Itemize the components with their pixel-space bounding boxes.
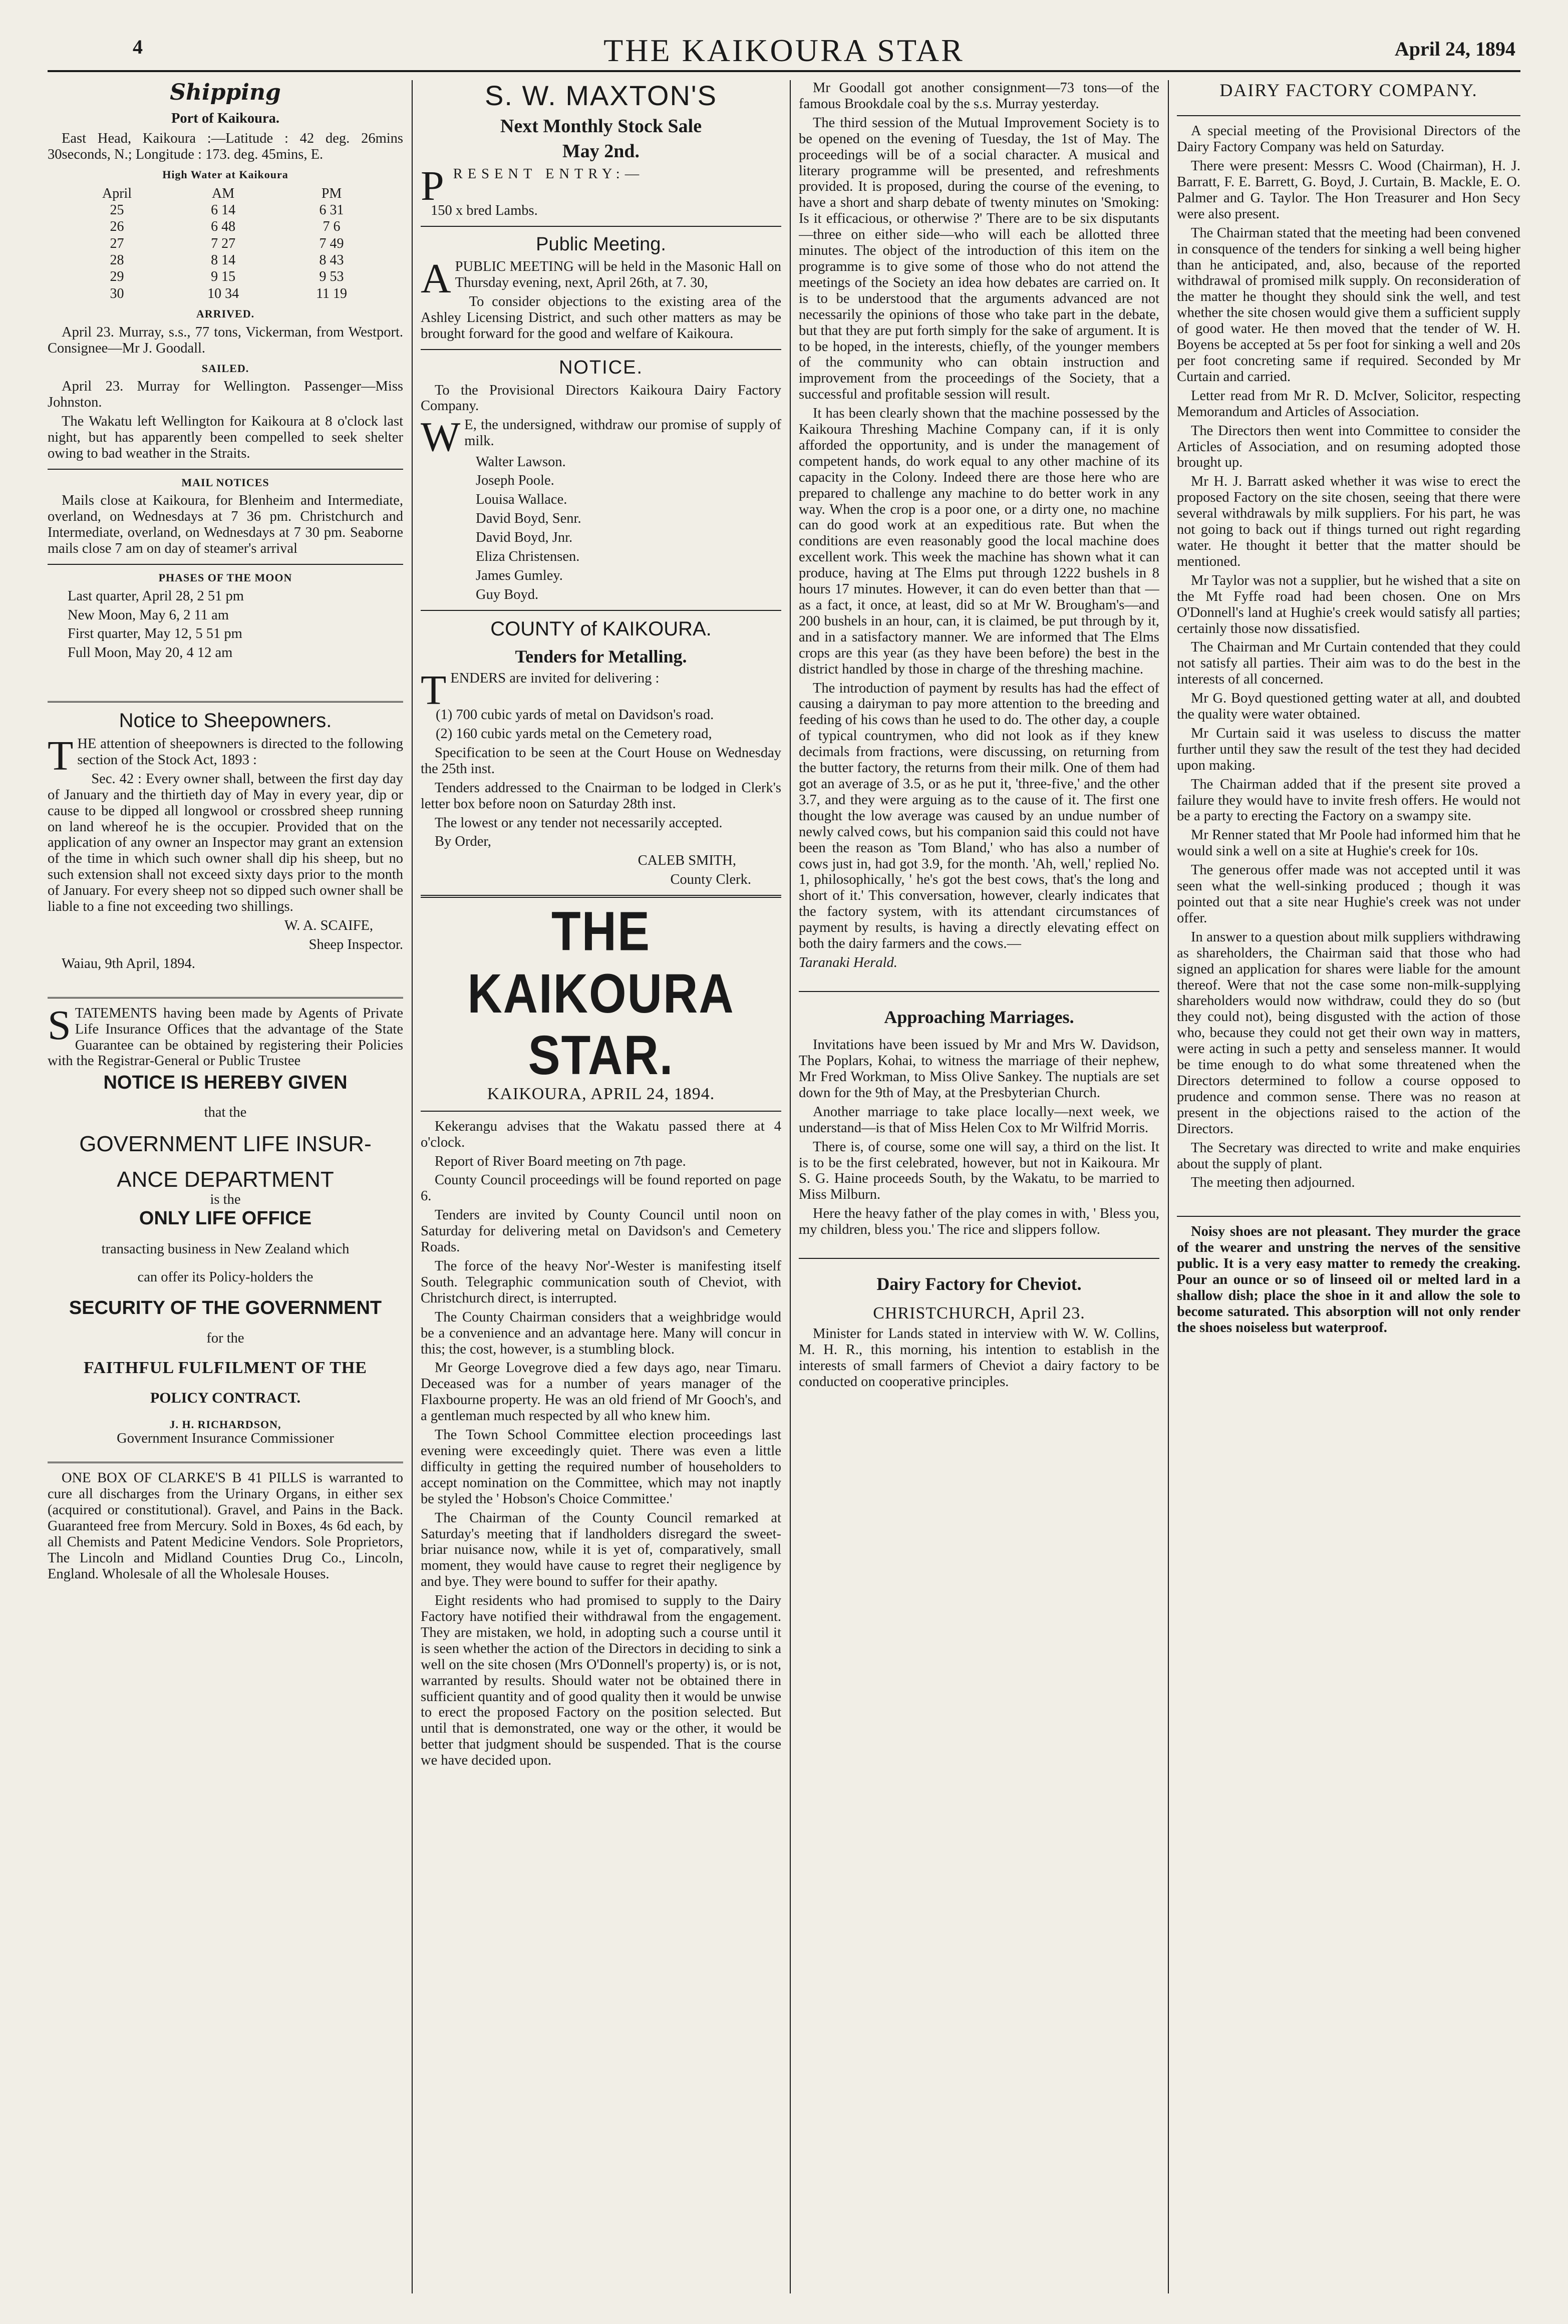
meeting-title: Public Meeting.: [536, 233, 666, 255]
maxton-item: 150 x bred Lambs.: [431, 203, 538, 218]
marriages-item: Invitations have been issued by Mr and Mrs W. Davidson, The Poplars, Kohai, to witness the marriage of their nephew, Mr Fred Workman, to Miss Olive Sankey. The nuptials are set down for the 9th of May, at the Presbyterian Church.: [799, 1037, 1159, 1101]
notice-to: To the Provisional Directors Kaikoura Dairy Factory Company.: [421, 382, 781, 414]
source-credit: Taranaki Herald.: [799, 954, 897, 970]
drop-cap: W: [421, 414, 461, 461]
maxton-subtitle: Next Monthly Stock Sale: [500, 115, 702, 137]
dairy-paragraph: Mr H. J. Barratt asked whether it was wise to erect the proposed Factory on the site chosen, seeing that there were several withdrawals by milk suppliers. For his part, he was not going to back out if things turned out right regarding water. He thought it better that the matter should be mentioned.: [1177, 474, 1520, 569]
moon-item: Full Moon, May 20, 4 12 am: [68, 645, 233, 661]
news-item: The force of the heavy Nor'-Wester is manifesting itself South. Telegraphic communication south of Cheviot, with Christchurch direct, is interrupted.: [421, 1258, 781, 1306]
shipping-heading: Shipping: [170, 80, 281, 105]
signatory: Eliza Christensen.: [476, 549, 580, 565]
tide-row: [66, 235, 386, 252]
tide-cell: 6 14: [211, 202, 236, 218]
signatory: Louisa Wallace.: [476, 492, 567, 508]
tide-cell: 28: [110, 252, 124, 268]
life-line: NOTICE IS HEREBY GIVEN: [103, 1072, 348, 1094]
column-4: [1177, 80, 1520, 2293]
tenders-lodge: Tenders addressed to the Cnairman to be lodged in Clerk's letter box before noon on Saturday 28th inst.: [421, 780, 781, 812]
county-title: COUNTY of KAIKOURA.: [490, 617, 712, 640]
arrived-text: April 23. Murray, s.s., 77 tons, Vickerman, from Westport. Consignee—Mr J. Goodall.: [48, 324, 403, 356]
maxton-entry: RESENT ENTRY:—: [453, 166, 645, 182]
columns: [48, 80, 1520, 2293]
tide-header-cell: PM: [321, 185, 342, 201]
tender-item: (2) 160 cubic yards metal on the Cemetery road,: [436, 726, 712, 742]
moon-item: New Moon, May 6, 2 11 am: [68, 607, 229, 623]
moon-item: First quarter, May 12, 5 51 pm: [68, 626, 242, 642]
life-role: Government Insurance Commissioner: [117, 1431, 334, 1447]
newspaper-title: THE KAIKOURA STAR: [603, 33, 965, 68]
moon-item: Last quarter, April 28, 2 51 pm: [68, 588, 244, 604]
signatory: James Gumley.: [476, 567, 563, 583]
life-line: SECURITY OF THE GOVERNMENT: [69, 1297, 382, 1318]
tide-row: [66, 268, 386, 285]
divider: [421, 1111, 781, 1112]
tenders-spec: Specification to be seen at the Court House on Wednesday the 25th inst.: [421, 745, 781, 777]
life-line: can offer its Policy-holders the: [137, 1269, 313, 1285]
meeting-text-2: To consider objections to the existing area of the Ashley Licensing District, and such other matters as may be brought forward for the good and welfare of Kaikoura.: [421, 294, 781, 342]
drop-cap: T: [421, 667, 447, 714]
life-line: is the: [210, 1192, 241, 1208]
life-line: that the: [204, 1104, 247, 1120]
drop-cap: S: [48, 1002, 71, 1049]
signatory: Guy Boyd.: [476, 586, 539, 602]
tide-row: [66, 202, 386, 218]
tide-cell: 11 19: [316, 285, 348, 301]
tide-cell: 8 43: [319, 252, 344, 268]
signatory: David Boyd, Senr.: [476, 511, 581, 527]
tide-table: [66, 185, 386, 302]
tide-cell: 7 49: [319, 235, 344, 251]
sheep-notice-section: Sec. 42 : Every owner shall, between the first day day of January and the thirtieth day of May in every year, dip or cause to be dipped all longwool or crossbred sheep running on land whereof he is the occupier. Provided that on the application of any owner an Inspector may grant an extension of the time in which such owner shall dip his sheep, but no such extension shall not exceed sixty days prior to the month of January. For every sheep not so dipped such owner shall be liable to a fine not exceeding two shillings.: [48, 771, 403, 915]
signatory: Joseph Poole.: [476, 473, 554, 489]
wakatu-text: The Wakatu left Wellington for Kaikoura at 8 o'clock last night, but has apparently been compelled to seek shelter owing to bad weather in the Straits.: [48, 414, 403, 461]
drop-cap: P: [421, 162, 449, 209]
dairy-paragraph: Mr Renner stated that Mr Poole had informed him that he would sink a well on a site at Hughie's creek for 10s.: [1177, 827, 1520, 859]
life-line: FAITHFUL FULFILMENT OF THE: [84, 1359, 367, 1378]
masthead: [48, 30, 1520, 72]
tide-cell: 7 27: [211, 235, 236, 251]
divider: [799, 1258, 1159, 1259]
tenders-by-order: By Order,: [435, 834, 491, 850]
drop-cap: T: [48, 733, 74, 780]
divider: [48, 997, 403, 999]
marriages-title: Approaching Marriages.: [884, 1007, 1074, 1027]
dairy-paragraph: The Secretary was directed to write and make enquiries about the supply of plant.: [1177, 1140, 1520, 1172]
maxton-title: S. W. MAXTON'S: [485, 80, 717, 111]
noisy-shoes-text: Noisy shoes are not pleasant. They murder the grace of the wearer and unstring the nerves of the sensitive public. It is a very easy matter to remedy the creaking. Pour an ounce or so of linseed oil or melted lard in a shallow dish; place the shoe in it and allow the sole to become saturated. This absorption will not only render the shoes noiseless but waterproof.: [1177, 1224, 1520, 1336]
news-item: The County Chairman considers that a weighbridge would be a convenience and an advantage here. Many will concur in this; the cost, however, is a stumbling block.: [421, 1309, 781, 1357]
dairy-paragraph: The Chairman and Mr Curtain contended that they could not satisfy all parties. Their aim was to do the best in the interests of all concerned.: [1177, 639, 1520, 688]
news-item: Tenders are invited by County Council until noon on Saturday for delivering metal on Davidson's and Cemetery Roads.: [421, 1207, 781, 1255]
divider: [799, 991, 1159, 992]
dairy-paragraph: In answer to a question about milk suppliers withdrawing as shareholders, the Chairman said that those who had signed an application for shares were liable for the amount thereof. Were that not the case some non-milk-supplying shareholders would now withdraw, could they do so (but they could not), being disgusted with the action of those who, because they could not get their own way in matters, were acting in such a petty and senseless manner. It would be time enough to do what some threatened when the Directors determined to follow a course opposed to prudence and common sense. There was no reason at present in the objections raised to the action of the Directors.: [1177, 929, 1520, 1137]
page-number: 4: [133, 36, 143, 58]
news-item: The Chairman of the County Council remarked at Saturday's meeting that if landholders disregard the sweet-briar nuisance now, while it is yet of, comparatively, small moment, they would have cause to regret their negligence by and bye. They were bound to suffer for their apathy.: [421, 1510, 781, 1590]
life-line: transacting business in New Zealand which: [101, 1241, 350, 1257]
tenders-role: County Clerk.: [670, 872, 751, 888]
tide-heading: High Water at Kaikoura: [162, 168, 288, 181]
port-position: East Head, Kaikoura :—Latitude : 42 deg. 26mins 30seconds, N.; Longitude : 173. deg. 45mins, E.: [48, 131, 403, 163]
divider: [421, 349, 781, 350]
column-rule: [412, 80, 413, 2293]
divider: [421, 610, 781, 611]
divider: [1177, 1216, 1520, 1217]
sheep-date: Waiau, 9th April, 1894.: [62, 955, 195, 971]
arrived-heading: ARRIVED.: [196, 307, 255, 320]
mail-heading: MAIL NOTICES: [181, 476, 269, 489]
tide-row: [66, 252, 386, 268]
news-item: Kekerangu advises that the Wakatu passed there at 4 o'clock.: [421, 1118, 781, 1150]
cheviot-text: Minister for Lands stated in interview with W. W. Collins, M. H. R., this morning, his intention to establish in the interests of small farmers of Cheviot a dairy factory to be conducted on cooperative principles.: [799, 1326, 1159, 1390]
news-item: Mr Goodall got another consignment—73 tons—of the famous Brookdale coal by the s.s. Murray yesterday.: [799, 80, 1159, 112]
column-rule: [1168, 80, 1169, 2293]
editorial-banner: THE KAIKOURA STAR.: [467, 900, 735, 1087]
news-item: The Town School Committee election proceedings last evening were exceedingly quiet. There was even a little difficulty in getting the required number of householders to accept nomination on the Committee, which may not inaptly be styled the ' Hobson's Choice Committee.': [421, 1427, 781, 1507]
sheep-notice-title: Notice to Sheepowners.: [119, 710, 332, 732]
tide-cell: 26: [110, 219, 124, 235]
column-3: [799, 80, 1159, 2293]
dairy-paragraph: The Chairman added that if the present site proved a failure they would have to invite fresh offers. He would not be a party to erecting the Factory on a swampy site.: [1177, 776, 1520, 824]
tenders-title: Tenders for Metalling.: [515, 646, 687, 667]
marriages-item: Another marriage to take place locally—next week, we understand—is that of Miss Helen Cox to Mr Wilfrid Morris.: [799, 1104, 1159, 1136]
drop-cap: A: [421, 255, 451, 302]
news-item: It has been clearly shown that the machine possessed by the Kaikoura Threshing Machine Company can, if it is only afforded the opportunity, and is under the management of competent hands, do work equal to any other machine of its capacity in the Colony. Indeed there are those here who are prepared to challenge any machine to do better work in any way. When the crop is a poor one, or a dirty one, no machine can do good work at an expeditious rate. But when the conditions are even reasonably good the local machine does excellent work. This week the machine has shown what it can produce, having at The Elms put through 1222 bushels in 8 hours 17 minutes. However, it can do even better than that —as a fact, it once, at least, did so at Mr W. Brougham's—and 200 bushels in an hour, can, it is claimed, be put through by it, and in a satisfactory manner. We are informed that The Elms crops are this year (as they have been before) the best in the district handled by those in charge of the threshing machine.: [799, 406, 1159, 677]
meeting-text: PUBLIC MEETING will be held in the Masonic Hall on Thursday evening, next, April 26th, at 7. 30,: [455, 259, 781, 291]
sailed-text: April 23. Murray for Wellington. Passenger—Miss Johnston.: [48, 379, 403, 411]
sheep-role: Sheep Inspector.: [308, 936, 403, 952]
notice-text: E, the undersigned, withdraw our promise of supply of milk.: [464, 417, 781, 449]
news-item: Mr George Lovegrove died a few days ago, near Timaru. Deceased was for a number of years manager of the Flaxbourne property. He was an old friend of Mr Gooch's, and a gentleman much respected by all who knew him.: [421, 1360, 781, 1424]
tenders-intro: ENDERS are invited for delivering :: [450, 670, 660, 686]
divider: [1177, 115, 1520, 116]
tide-header-cell: AM: [212, 185, 235, 201]
moon-heading: PHASES OF THE MOON: [158, 571, 292, 584]
dairy-paragraph: The meeting then adjourned.: [1191, 1175, 1355, 1191]
clarke-pills-ad: ONE BOX OF CLARKE'S B 41 PILLS is warranted to cure all discharges from the Urinary Organs, in either sex (acquired or constitutional). Gravel, and Pains in the Back. Guaranteed free from Mercury. Sold in Boxes, 4s 6d each, by all Chemists and Patent Medicine Vendors. Sole Proprietors, The Lincoln and Midland Counties Drug Co., Lincoln, England. Wholesale of all the Wholesale Houses.: [48, 1470, 403, 1582]
life-line: ONLY LIFE OFFICE: [139, 1208, 312, 1229]
dairy-paragraph: The Chairman stated that the meeting had been convened in consquence of the tenders for sinking a well being higher than he anticipated, and, also, because of the reported withdrawal of promised milk supply. On reconsideration of the matter he thought they should sink the well, and test whether the site chosen would give them a sufficient supply of good water. He then moved that the tender of W. H. Boyens be accepted at 5s per foot for sinking a well and 20s per foot concreting same if required. Seconded by Mr Curtain and carried.: [1177, 225, 1520, 385]
column-rule: [790, 80, 791, 2293]
divider: [421, 895, 781, 898]
tide-row: [66, 285, 386, 302]
divider: [48, 701, 403, 703]
dairy-paragraph: Mr Taylor was not a supplier, but he wished that a site on the Mt Fyffe road had been chosen. One on Mrs O'Donnell's land at Hughie's creek would satisfy all parties; certainly those now dissatisfied.: [1177, 572, 1520, 636]
marriages-item: There is, of course, some one will say, a third on the list. It is to be the first celebrated, however, but not in Kaikoura. Mr S. G. Haine proceeds South, by the Wakatu, to be married to Miss Milburn.: [799, 1139, 1159, 1203]
tenders-lowest: The lowest or any tender not necessarily accepted.: [435, 815, 723, 831]
signatory: Walter Lawson.: [476, 454, 566, 470]
divider: [48, 564, 403, 565]
tide-cell: 30: [110, 285, 124, 301]
life-signature: J. H. RICHARDSON,: [169, 1418, 281, 1431]
tide-cell: 29: [110, 269, 124, 285]
mail-text: Mails close at Kaikoura, for Blenheim and Intermediate, overland, on Wednesdays at 7 36 pm. Christchurch and Intermediate, overland, on Wednesdays at 7 30 pm. Seaborne mails close 7 am on day of steamer's arrival: [48, 493, 403, 557]
tender-item: (1) 700 cubic yards of metal on Davidson's road.: [436, 707, 714, 723]
news-item: County Council proceedings will be found reported on page 6.: [421, 1172, 781, 1204]
dairy-paragraph: There were present: Messrs C. Wood (Chairman), H. J. Barratt, F. E. Barrett, G. Boyd, J. Curtain, B. Mackle, E. O. Palmer and G. Taylor. The Hon Treasurer and Hon Secy were also present.: [1177, 158, 1520, 222]
maxton-date: May 2nd.: [562, 141, 640, 162]
cheviot-dateline: CHRISTCHURCH, April 23.: [873, 1304, 1085, 1323]
divider: [48, 469, 403, 470]
tide-cell: 6 31: [319, 202, 344, 218]
tide-header-cell: April: [102, 185, 132, 201]
dairy-paragraph: Mr Curtain said it was useless to discuss the matter further until they saw the result of the test they had decided upon making.: [1177, 725, 1520, 773]
tide-cell: 8 14: [211, 252, 236, 268]
editorial-dateline: KAIKOURA, APRIL 24, 1894.: [487, 1084, 715, 1103]
tide-cell: 9 53: [319, 269, 344, 285]
column-2: [421, 80, 781, 2293]
divider: [421, 226, 781, 227]
life-line: for the: [206, 1331, 244, 1347]
notice-title: NOTICE.: [558, 357, 644, 378]
sheep-notice-intro: HE attention of sheepowners is directed to the following section of the Stock Act, 1893 :: [77, 736, 403, 768]
news-item: Eight residents who had promised to supply to the Dairy Factory have notified their withdrawal from the engagement. They are mistaken, we hold, in adopting such a course until it is seen whether the action of the Directors in deciding to sink a well on the site chosen (Mrs O'Donnell's property) is, or is not, warranted by results. Should water not be obtained there in sufficient quantity and of good quality then it would be unwise to erect the proposed Factory on the position selected. But until that is demonstrated, one way or the other, it would be better that judgment should be suspended. That is the course we have decided upon.: [421, 1593, 781, 1769]
dairy-company-title: DAIRY FACTORY COMPANY.: [1219, 80, 1478, 100]
news-item: The third session of the Mutual Improvement Society is to be opened on the evening of Tuesday, the 1st of May. The proceedings will be of a social character. A musical and literary programme will be presented, and refreshments provided. It is proposed, during the course of the evening, to have a short and sharp debate of twenty minutes on 'Smoking: Is it efficacious, or otherwise ?' There are to be six disputants—three on either side—who will each be allotted three minutes. The object of the introduction of this item on the programme is to give some of those who do not attend the meetings of the Society an idea how debates are carried on. It is to be understood that the arguments advanced are not necessarily the opinions of those who take part in the debate, but that they are put forth simply for the sake of argument. It is to be hoped, in the interests, chiefly, of the younger members of the community who can obtain instruction and improvement from the proceedings of the Society, that a successful and profitable session will result.: [799, 115, 1159, 403]
tide-cell: 27: [110, 235, 124, 251]
tide-cell: 9 15: [211, 269, 236, 285]
marriages-item: Here the heavy father of the play comes in with, ' Bless you, my children, bless you.' The rice and slippers follow.: [799, 1206, 1159, 1238]
issue-date: April 24, 1894: [1394, 38, 1515, 60]
news-item: The introduction of payment by results has had the effect of causing a dairyman to pay more attention to the breeding and feeding of his cows than he used to do. The other day, a couple of typical countrymen, who did not look as if they knew decimals from fractions, were discussing, on returning from the butter factory, the returns from their milk. One of them had got an average of 3.5, or as he put it, 'three-five,' and the other 3.7, and they were arguing as to the cause of it. The first one thought the low average was caused by an undue number of newly calved cows, but his companion said this could not have been the reason as 'Tom Bland,' who has also a number of cows just in, had got 3.9, for the month. 'Ah, well,' replied No. 1, philosophically, ' he's got the best cows, that's the long and short of it.' This conversation, however, clearly indicates that the factory system, with its attendant circumstances of payment by results, is having a directly elevating effect on both the dairy farmers and the cows.—: [799, 680, 1159, 952]
life-line: GOVERNMENT LIFE INSUR-: [79, 1131, 372, 1156]
dairy-paragraph: Mr G. Boyd questioned getting water at all, and doubted the quality were water obtained.: [1177, 691, 1520, 723]
sailed-heading: SAILED.: [201, 362, 249, 375]
life-line: ANCE DEPARTMENT: [117, 1167, 334, 1192]
life-insurance-intro: TATEMENTS having been made by Agents of Private Life Insurance Offices that the advantage of the State Guarantee can be obtained by registering their Policies with the Registrar-General or Public Trustee: [48, 1005, 403, 1069]
divider: [48, 1462, 403, 1463]
tide-row: [66, 218, 386, 235]
cheviot-title: Dairy Factory for Cheviot.: [876, 1274, 1082, 1294]
dairy-paragraph: A special meeting of the Provisional Directors of the Dairy Factory Company was held on Saturday.: [1177, 123, 1520, 155]
signatory: David Boyd, Jnr.: [476, 530, 573, 546]
tide-cell: 7 6: [323, 219, 341, 235]
dairy-paragraph: Letter read from Mr R. D. McIver, Solicitor, respecting Memorandum and Articles of Association.: [1177, 388, 1520, 420]
dairy-paragraph: The generous offer made was not accepted until it was seen what the well-sinking produced ; though it was pointed out that a site near Hughie's creek was not under offer.: [1177, 862, 1520, 926]
dairy-paragraph: The Directors then went into Committee to consider the Articles of Association, and on resuming adopted those brought up.: [1177, 423, 1520, 471]
life-line: POLICY CONTRACT.: [150, 1390, 300, 1407]
tenders-signature: CALEB SMITH,: [638, 853, 736, 869]
tide-cell: 25: [110, 202, 124, 218]
tide-cell: 6 48: [211, 219, 236, 235]
column-1: [48, 80, 403, 2293]
sheep-signature: W. A. SCAIFE,: [284, 917, 373, 933]
tide-cell: 10 34: [207, 285, 239, 301]
news-item: Report of River Board meeting on 7th page.: [435, 1153, 686, 1169]
port-heading: Port of Kaikoura.: [171, 111, 280, 127]
